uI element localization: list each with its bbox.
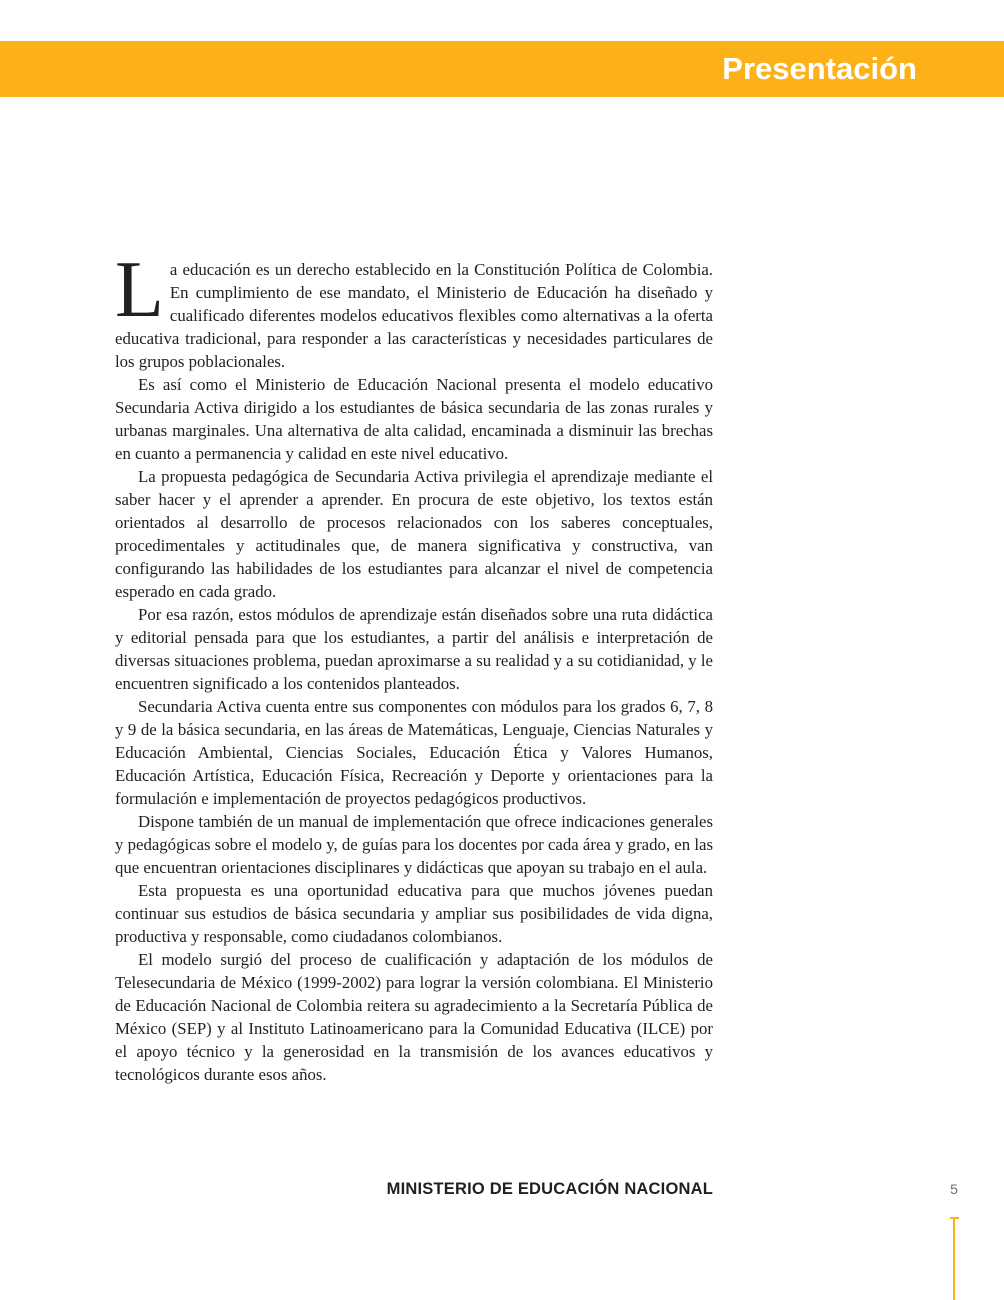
- page-number: 5: [950, 1181, 958, 1197]
- paragraph-3: La propuesta pedagógica de Secundaria Activa privilegia el aprendizaje mediante el saber hacer y el aprender a aprender. En procura de este objetivo, los textos están orientados al desarrollo de procesos relacionados con los saberes conceptuales, procedimentales y actitudinales que, de manera significativa y constructiva, van configurando las habilidades de los estudiantes para alcanzar el nivel de competencia esperado en cada grado.: [115, 467, 713, 601]
- body-text: [115, 246, 713, 1086]
- paragraph-1: La educación es un derecho establecido en la Constitución Política de Colombia. En cumplimiento de ese mandato, el Ministerio de Educación ha diseñado y cualificado diferentes modelos educativos flexibles como alternativas a la oferta educativa tradicional, para responder a las características y necesidades particulares de los grupos poblacionales.: [115, 246, 713, 371]
- page-title: Presentación: [722, 51, 917, 86]
- paragraph-7: Esta propuesta es una oportunidad educativa para que muchos jóvenes puedan continuar sus estudios de básica secundaria y ampliar sus posibilidades de vida digna, productiva y responsable, como ciudadanos colombianos.: [115, 881, 713, 946]
- paragraph-2: Es así como el Ministerio de Educación Nacional presenta el modelo educativo Secundaria Activa dirigido a los estudiantes de básica secundaria de las zonas rurales y urbanas marginales. Una alternativa de alta calidad, encaminada a disminuir las brechas en cuanto a permanencia y calidad en este nivel educativo.: [115, 375, 713, 463]
- paragraph-6: Dispone también de un manual de implementación que ofrece indicaciones generales y pedagógicas sobre el modelo y, de guías para los docentes por cada área y grado, en las que encuentran orientaciones disciplinares y didácticas que apoyan su trabajo en el aula.: [115, 812, 713, 877]
- paragraph-4: Por esa razón, estos módulos de aprendizaje están diseñados sobre una ruta didáctica y editorial pensada para que los estudiantes, a partir del análisis e interpretación de diversas situaciones problema, puedan aproximarse a su realidad y a su cotidianidad, y le encuentren significado a los contenidos planteados.: [115, 605, 713, 693]
- signature: MINISTERIO DE EDUCACIÓN NACIONAL: [386, 1180, 713, 1198]
- header-bar: [0, 41, 1004, 97]
- paragraph-8: El modelo surgió del proceso de cualificación y adaptación de los módulos de Telesecundaria de México (1999-2002) para lograr la versión colombiana. El Ministerio de Educación Nacional de Colombia reitera su agradecimiento a la Secretaría Pública de México (SEP) y al Instituto Latinoamericano para la Comunidad Educativa (ILCE) por el apoyo técnico y la generosidad en la transmisión de los avances educativos y tecnológicos durante esos años.: [115, 950, 713, 1084]
- dropcap: L: [115, 246, 164, 334]
- side-rule: [953, 1217, 955, 1300]
- paragraph-5: Secundaria Activa cuenta entre sus componentes con módulos para los grados 6, 7, 8 y 9 de la básica secundaria, en las áreas de Matemáticas, Lenguaje, Ciencias Naturales y Educación Ambiental, Ciencias Sociales, Educación Ética y Valores Humanos, Educación Artística, Educación Física, Recreación y Deporte y orientaciones para la formulación e implementación de proyectos pedagógicos productivos.: [115, 697, 713, 808]
